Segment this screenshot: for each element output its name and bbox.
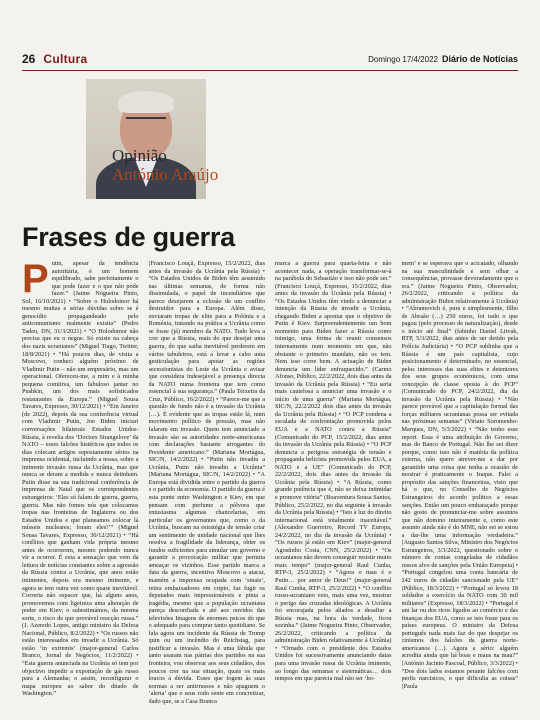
drop-cap: P: [22, 260, 49, 301]
page-number: 26: [22, 52, 36, 66]
article-column-2: (Francisco Louçã, Expresso, 15/2/2022, dias antes da invasão da Ucrânia pela Rússia) • “Os Estados Unidos de Biden têm assumido nas últimas semanas, de forma não dissimulada, o papel de incendiários que parece desejarem a eclosão de um conflito destruidor para a Europa. Além disso, enviaram tropas de elite para a Polónia e a Roménia, tratando na prática a Ucrânia como se fosse (já) membro da NATO. Tudo leva a crer que a Rússia, mais do que desejar uma guerra, do que saiba inevitável perderem em vários tabuleiros, está a levar a cabo uma gesticulação para apoiar as regiões secessionistas do Leste da Ucrânia e avisar que considera indesejável a presença directa da NATO numa fronteira que tem como essencial à sua segurança.” (Paula Teixeira da Cruz, Público, 16/2/2022) • “Parece-me que a questão de fundo não é a invasão da Ucrânia (…). É evidente que as tropas estão lá, num movimento político de pressão, mas não falaram em invasão. Quem tem anunciado a invasão são as autoridades norte-americanas com declarações bastante arrogantes do Presidente americano.” (Mariana Mortágua, SIC/N, 14/2/2022) • “Putin não invadiu a Ucrânia, Putin não invadiu a Ucrânia” (Mariana Mortágua, SIC/N, 14/2/2022) • “A Europa está dividida entre o partido da guerra e o partido da economia. O partido da guerra é esta ponte entre Washington e Kiev, em que pensam com perfume a pólvora que entusiasma algumas chancelarias, em particular os governantes que, como o da Ucrânia, buscam na estratégia de tensão criar um sentimento de unidade nacional que lhes resolva a fragilidade da liderança, obter os fundos suficientes para simular um governo e garantir a provocação militar que permita ameaçar os vizinhos. Esse partido marca a data da guerra, incentiva Moscovo a atacar, mantém a imprensa ocupada com ‘sinais’, retira embaixadores em cripto, faz fugir os deputados mais impressionáveis e pinta a tragédia, mesmo que a população ucraniana pareça desconfiada e até aos ouvidos das televisões Imagens de enormes psicos do que o adequado para comprar tanto quotidiano. Se fala agora um incidente da Rússia de Trump quin ou um incêndio do Reichstag, para justificar a invasão. Mas é uma fábula que tanto usaram nas pátrias dos partidos na sua fronteira, vou observar aos seus cidadãos, dos poucos crer na sua situação, quais os mais loucos à dúvida. Esses que fogem às suas normas a ser antirrussos e não apaguem o ‘alerta’ que o seus rodo sente em concretizar, dado que, se a Casa Branca: [148, 260, 265, 705]
article-title: Frases de guerra: [22, 222, 235, 252]
column-text: utin, apesar da tendência autoritária, é um homem equilibrado, sabe perfeitamente o que pode fazer e o que não pode fazer.” (Jaime Nogueira Pinto, Sol, 16/10/2021) • “Sobre o Holodomor há mesmo muitas e sérias dúvidas sobre se é genocídio propagandeado pelo anticomunismo realmente existia” (Pedro Tadeu, DN, 31/3/2021) • “O Holodomor não precisa que eu o negue. Só existe na cabeça dos nazis ucranianos” (Miguel Tiago, Twitter, 18/8/2021) • “Há poucos dias, de visita a Moscovo, conheci alguém próximo de Vladimir Putin – não um empresário, mas um operacional. Ofereceu-me, a mim e à minha pequena comitiva, um fabuloso jantar no Pushkin, um dos mais sofisticados restaurantes da Europa.” (Miguel Sousa Tavares, Expresso, 30/12/2021) • “Em Janeiro (de 2022), depois da sua conferência virtual com Vladimir Putin, Joe Biden iniciari conversações bilaterais Estados Unidos-Rússia, à revelia dos ‘Doctors Strangelove’ da NATO – esses falcões histéricos que todos os dias colecam artigos supostamente sérios na imprensa ocidental, incluindo a nossa, sobre a iminente invasão russa da Ucrânia, mas que nunca se deram a medida e nunca detinham. Putin disse na sua tradicional conferência de imprensa de Natal que os correspondentes estrangeiros: ‘Eles só falam de guerra, guerra, guerra. Mas não fomos nós que colocamos tropas nas fronteiras de Inglaterra ou dos Estados Unidos e que planeamos colocar lá mísseis nucleares; foram eles!’” (Miguel Sousa Tavares, Expresso, 30/12/2021) • “Há conflitos que ganham vida própria mesmo antes de ocorrerem, mesmo podendo nunca vir a ocorrer. É esta a sensação que vem da leitura de notícias constantes sobre a agressão da Rússia contra a Ucrânia, que anos estão iminentes, depois era mesmo iminente, e agora se tem outra vez como quase inevitável. Correria não espacer que, há alguns anos, promovemos com ligeireza uma alteração de poder em Kiev; o subestimámos, da mesma sorte, o risco de que provável reacção russa.” (J. Azeredo Lopes, antigo ministro da Defesa Nacional, Público, 8/2/2022) • “Os russos não estão interessados em invadir a Ucrânia. Só estão ‘in extremis’ (major-general Carlos Branco, Jornal de Negócios, 11/2/2022) • “Esta guerra anunciada na Ucrânia só tem por objectivo impedir a exportação de gás russo para a Alemanha; o assim, reconfigurar o mapa europeu ao sabor do ditado de Washington.”: [22, 260, 139, 698]
opinion-label: Opinião: [112, 146, 167, 165]
section-name[interactable]: Cultura: [43, 52, 88, 66]
header-divider: [22, 70, 518, 71]
issue-date: Domingo 17/4/2022: [368, 54, 438, 64]
newspaper-brand[interactable]: Diário de Notícias: [441, 54, 518, 64]
article-body: [22, 260, 518, 712]
header-meta: [368, 54, 518, 64]
author-name[interactable]: António Araújo: [112, 165, 219, 184]
article-column-4: mem’ e se esperava que o acicatado, olhando na sua masculinidade e sem olhar a consequências, provasse devoradamente que o era.” (Jaime Nogueira Pinto, Observador, 26/2/2022, criticando a política da administração Biden relativamente à Ucrânia) • “Abramovich é, pura e simplesmente, filho de Abraão (…) 250 euros, foi tudo o que pagou (pelo processo de naturalização), desde o início até final” (fabinho Daniel Litvak, RTP, 5/3/2022, dias antes de ser detido pela Polícia Judiciária) • “O PCP sublinha que a Rússia é um país capitalista, cujo posicionamento é determinado, no essencial, pelos interesses das suas elites e detentores dos seus grupos económicos, com uma concepção de classe oposta à do PCP” (Comunicado do PCP, 24/2/2022, dia da invasão da Ucrânia pela Rússia) • “Não parece provável que a capitulação formal das forças militares ucranianas possa ser evitada nas próximas semanas” (Viriato Soromenho-Marques, DN, 5/3/2022) • “Não tenho esse report. Essa é uma atribuição do Governo, mas do Banco de Portugal. Não lhe sei dizer porque, como isso não é matéria da política externa, não quero atrever-me a dar por garantido uma coisa que tenha a ocasião de mostrar é praticamente o Iraque. Falei a propósito das sanções financeiras, visto que há o que, no Conselho de Negócios Estrangeiros do acordo político a essas sanções. Então um pouco embaraçado porque não gosto de pronunciar-me sobre assuntos que não domino inteiramente e, como este assunto ainda não é do MNE, não sei se estou a dar-lhe uma informação verdadeira.” (Augusto Santos Silva, Ministro dos Negócios Estrangeiros, 3/3/2022, questionado sobre o número de contas congeladas de cidadãos russos alvo de sanções pela União Europeia) • “Portugal congelou uma conta bancária de 242 euros de cidadão sancionado pela UE” (Público, 18/3/2022) • “Portugal só levou 18 soldados a exercício da NATO com 30 mil militares” (Expresso, 18/3/2022) • “Portugal é um lar ou dos ricos ligados ao comércio e das finanças dos EUA, como se isto fosse para os países europeus. O ministro da Defesa português nada mais faz do que despejar os cinismos dos falcões da guerra norte-americanos (…). Agora a sério: alguém acredita ainda que há boas e maus na mau?” (António Jacinto Pascoal, Público, 3/3/2022) • “Dos dois lados estamos perante falcões com perfis narcisicos, o que dificulta as coisas” (Paula: [401, 260, 518, 690]
article-column-3: marca a guerra para quarta-feira e não acontecer nada, a operação transformar-se-á na parábola do Sebastião e isso não pode ser.” (Francisco Louçã, Expresso, 15/2/2022, dias antes da invasão da Ucrânia pela Rússia) • “Os Estados Unidos têm vindo a denunciar a intenção da Rússia de invadir a Ucrânia, chegando Biden a apontar que o objetivo de Putin é Kiev. Surpreendentemente um bom momento para Biden fazer a Rússia como inimigo, uma forma de reunir consensos internamente num momento em que, não obstante o primeiro mandato, não os tem. Nem isso corre bem. A actuação de Biden denuncia um líder enfraquecido.” (Carmo Afonso, Público, 22/2/2022, dois dias antes da invasão da Ucrânia pela Rússia) • “Eu seria mais cautelosa a anunciar uma invasão e o início de uma guerra” (Mariana Mortágua, SIC/N, 22/2/2022 dois dias antes da invasão da Ucrânia pela Rússia) • “O PCP condena a escalada de confrontação promovida pelos EUA e a NATO contra a Rússia” (Comunicado do PCP, 15/2/2022, dias antes da invasão da Ucrânia pela Rússia) • “O PCP denuncia a perigosa estratégia de tensão e propaganda belicista promovida pelos EUA, a NATO e a UE” (Comunicado do PCP, 22/2/2022, dois dias antes da invasão da Ucrânia pela Rússia) • “A Rússia, como grande potência que é, não se deixa intimidar e promove vitória” (Boaventura Sousa Santos, Público, 25/2/2022, no dia seguinte à invasão da Ucrânia pela Rússia) • “Isto à luz do direito internacional está totalmente inaceitável.” (Alexandre Guerreiro, Record TV Europa, 24/2/2022, no dia da invasão da Ucrânia) • “Os russos já estão em Kiev” (major-general Agostinho Costa, CNN, 25/2/2022) • “Os ucranianos não devem conseguir resistir muito mais tempo” (major-general Raul Cunha, RTP-3, 25/2/2022) • “Agora o mau é o Putin… por amor de Deus!” (major-general Raul Cunha, RTP-3, 25/2/2022) • “O conflito russo-ucraniano veio, mais uma vez, mostrar o perigo das cruzadas ideológicas. A Ucrânia foi encorajada pelos aliados a desafiar a Rússia mas, na hora da verdade, ficou sozinha.” (Jaime Nogueira Pinto, Observador, 26/2/2022, criticando a política da administração Biden relativamente à Ucrânia) • “Ornado com o presidente dos Estados Unidos foi sucessivamente anunciando datas para uma invasão russa da Ucrânia iminente, ao longo das semanas e sistemáticas… dois tempos em que parecia mal não ser ‘ho-: [275, 260, 392, 683]
opinion-byline: [112, 147, 218, 185]
page-header: [22, 50, 518, 68]
article-column-1: [22, 260, 139, 712]
photo-hair-shape: [118, 91, 174, 113]
photo-glasses-shape: [126, 117, 166, 127]
